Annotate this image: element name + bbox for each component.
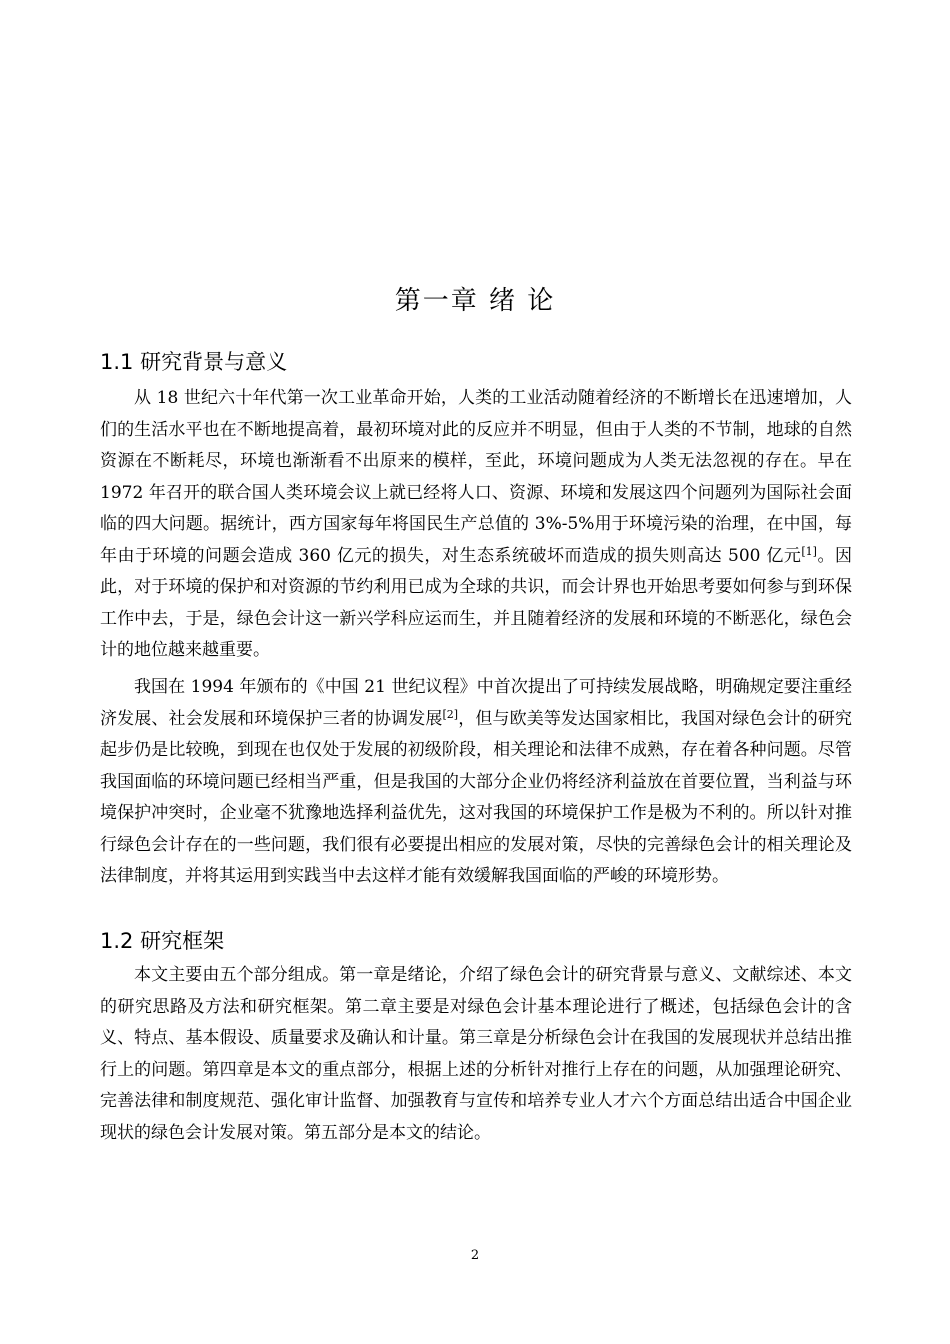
citation-2: [2] [442, 707, 459, 721]
paragraph-framework: 本文主要由五个部分组成。第一章是绪论，介绍了绿色会计的研究背景与意义、文献综述、本文的研究思路及方法和研究框架。第二章主要是对绿色会计基本理论进行了概述，包括绿色会计的含义、特点、基本假设、质量要求及确认和计量。第三章是分析绿色会计在我国的发展现状并总结出推行上的问题。第四章是本文的重点部分，根据上述的分析针对推行上存在的问题，从加强理论研究、完善法律和制度规范、强化审计监督、加强教育与宣传和培养专业人才六个方面总结出适合中国企业现状的绿色会计发展对策。第五部分是本文的结论。 [100, 965, 852, 1143]
paragraph-text: ，但与欧美等发达国家相比，我国对绿色会计的研究起步仍是比较晚，到现在也仅处于发展的初级阶段，相关理论和法律不成熟，存在着各种问题。尽管我国面临的环境问题已经相当严重，但是我国的大部分企业仍将经济利益放在首要位置，当利益与环境保护冲突时，企业毫不犹豫地选择利益优先，这对我国的环境保护工作是极为不利的。所以针对推行绿色会计存在的一些问题，我们很有必要提出相应的发展对策，尽快的完善绿色会计的相关理论及法律制度，并将其运用到实践当中去这样才能有效缓解我国面临的严峻的环境形势。 [100, 708, 853, 886]
page-number: 2 [470, 1248, 480, 1263]
chapter-title: 第一章 绪 论 [394, 286, 556, 316]
paragraph-background-1 [100, 383, 852, 667]
paragraph-background-2 [100, 672, 852, 893]
paragraph-text: 从 18 世纪六十年代第一次工业革命开始，人类的工业活动随着经济的不断增长在迅速增加，人们的生活水平也在不断地提高着，最初环境对此的反应并不明显，但由于人类的不节制，地球的自然资源在不断耗尽，环境也渐渐看不出原来的模样，至此，环境问题成为人类无法忽视的存在。早在 1972 年召开的联合国人类环境会议上就已经将人口、资源、环境和发展这四个问题列为国际社会面临的四大问题。据统计，西方国家每年将国民生产总值的 3%-5%用于环境污染的治理，在中国，每年由于环境的问题会造成 360 亿元的损失，对生态系统破坏而造成的损失则高达 500 亿元 [100, 388, 852, 566]
paragraph-text: 我国在 1994 年颁布的《中国 21 世纪议程》中首次提出了可持续发展战略，明确规定要注重经济发展、社会发展和环境保护三者的协调发展 [100, 677, 852, 729]
paragraph-text: 。因此，对于环境的保护和对资源的节约利用已成为全球的共识，而会计界也开始思考要如何参与到环保工作中去，于是，绿色会计这一新兴学科应运而生，并且随着经济的发展和环境的不断恶化，绿色会计的地位越来越重要。 [100, 545, 853, 660]
citation-1: [1] [801, 544, 817, 558]
section-heading-1-1: 1.1 研究背景与意义 [100, 350, 288, 374]
section-heading-1-2: 1.2 研究框架 [100, 929, 225, 953]
